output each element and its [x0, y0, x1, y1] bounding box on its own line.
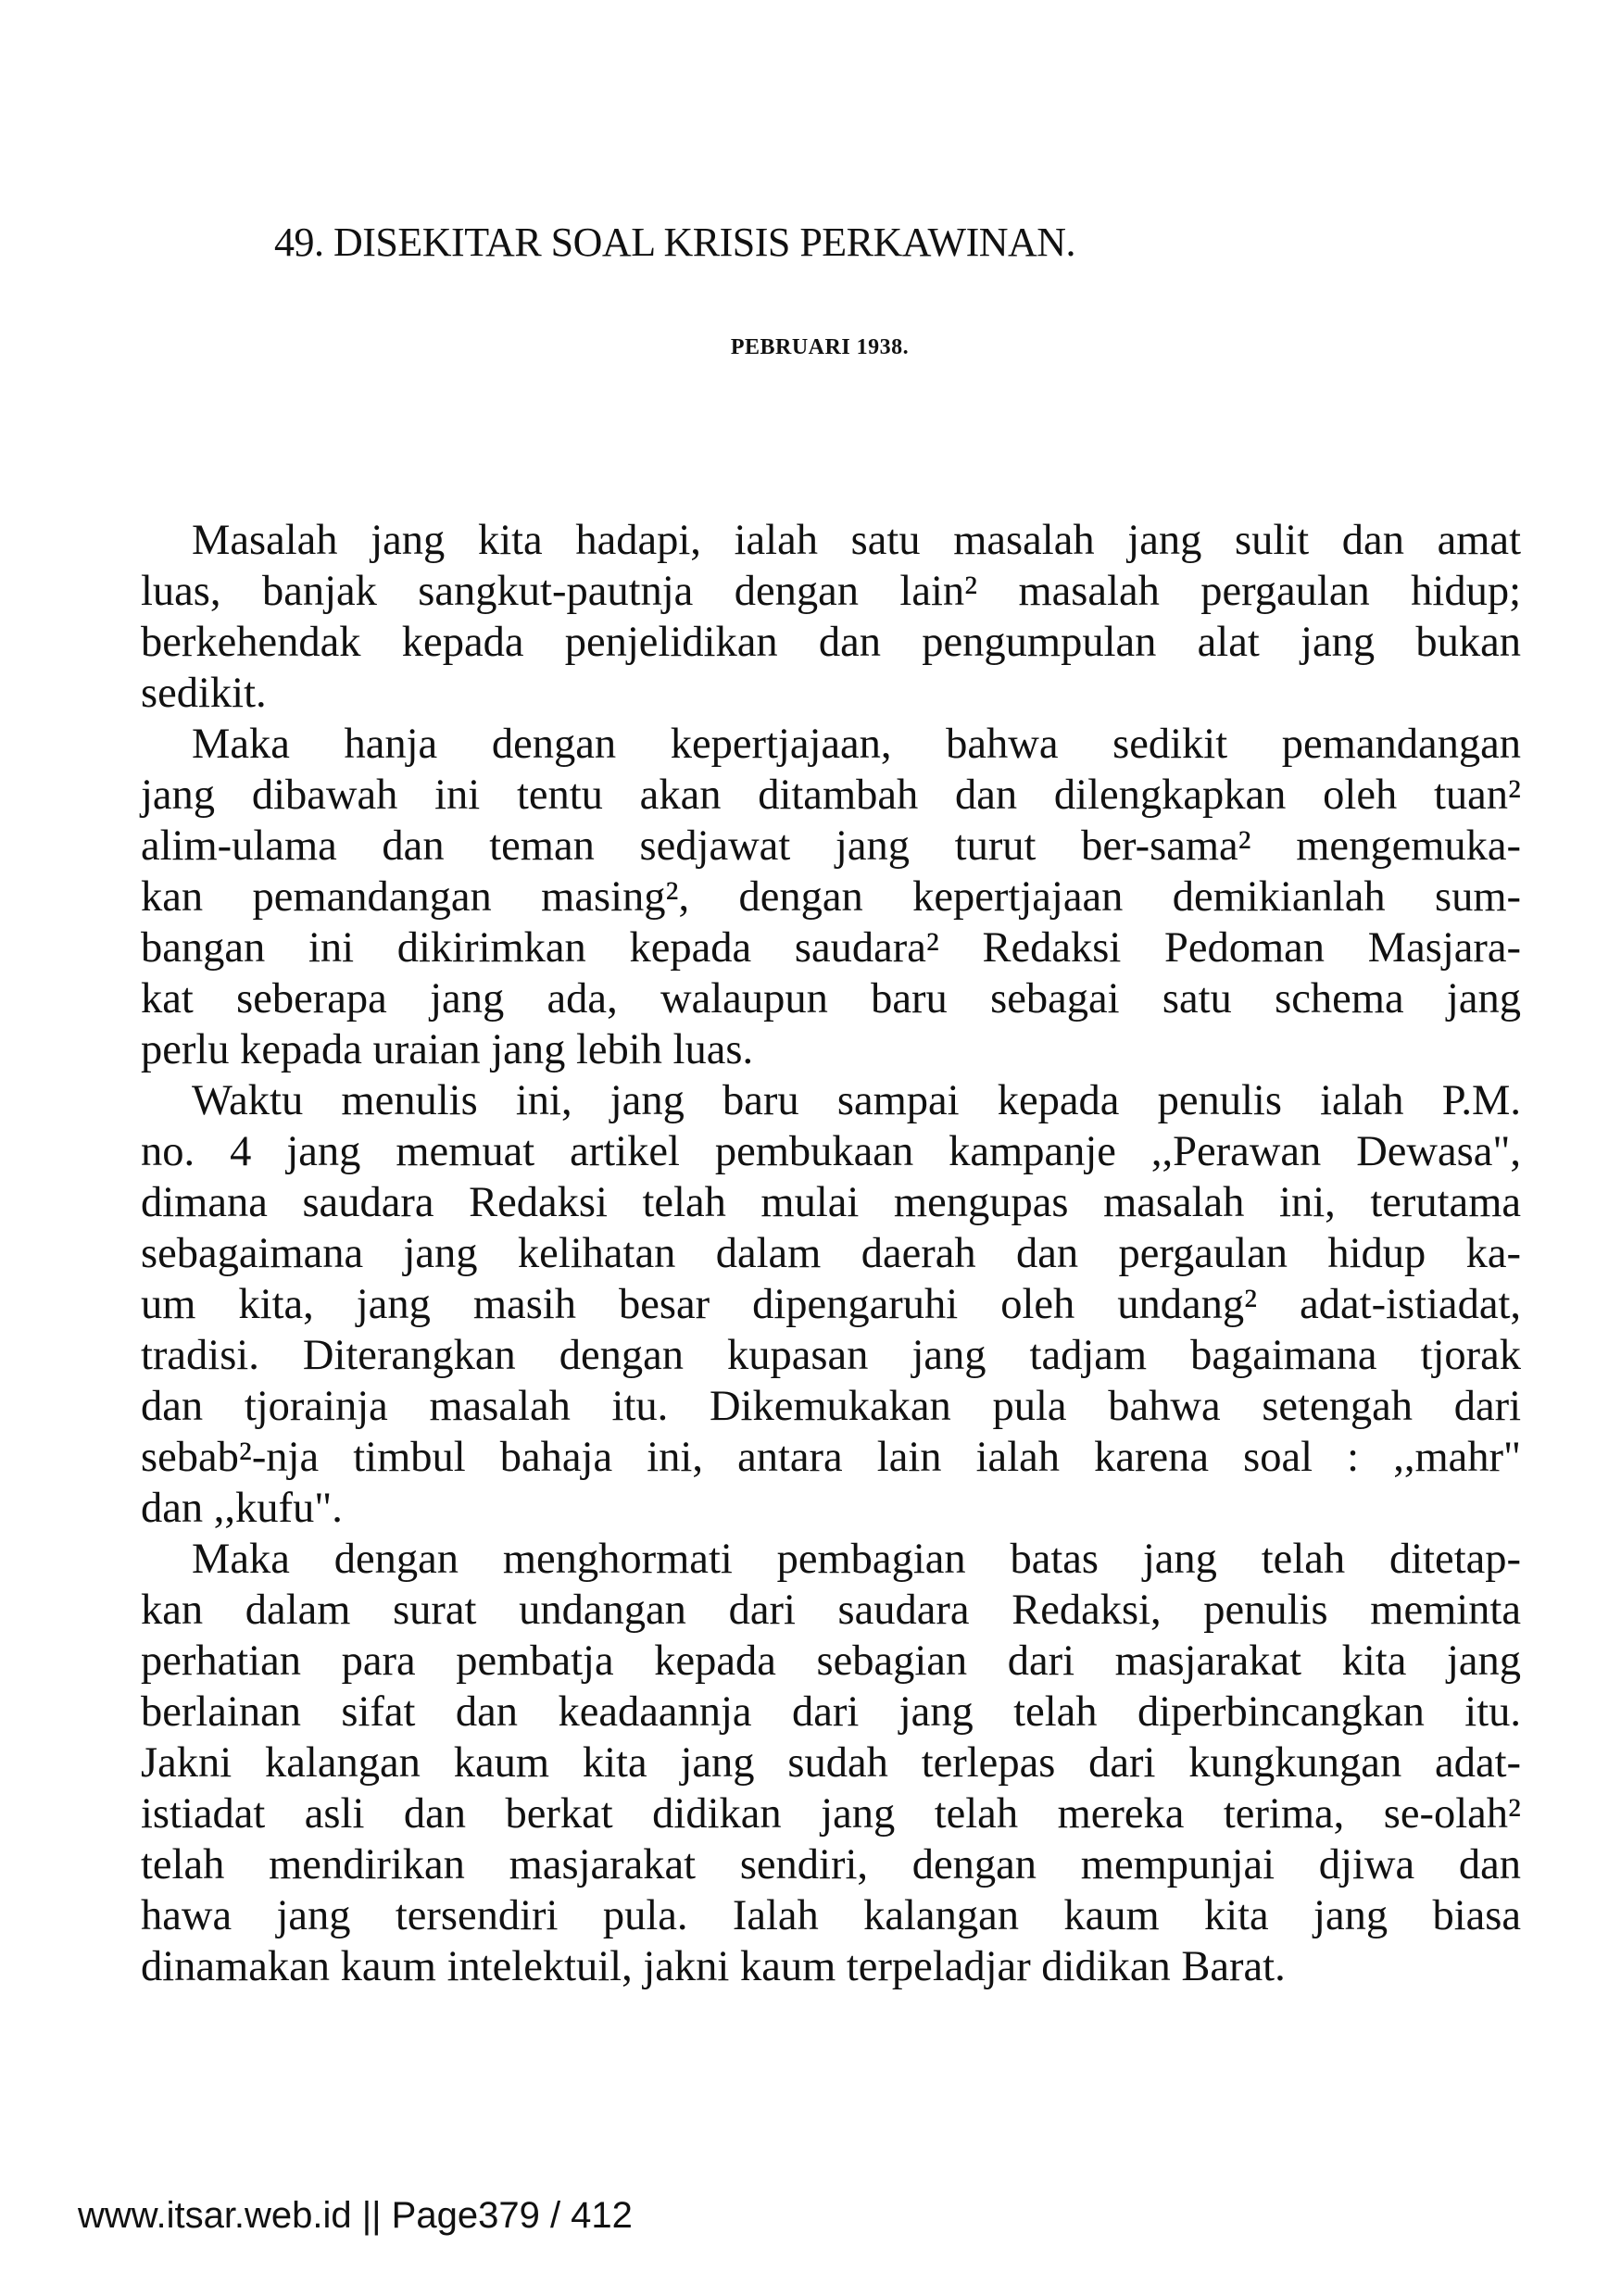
text-line: Maka hanja dengan kepertjajaan, bahwa sedikit pemandangan	[192, 721, 1521, 768]
text-line: Masalah jang kita hadapi, ialah satu masalah jang sulit dan amat	[192, 517, 1521, 564]
paragraph-4	[141, 1534, 1521, 1992]
text-line: dinamakan kaum intelektuil, jakni kaum terpeladjar didikan Barat.	[141, 1943, 1286, 1990]
text-line: sebagaimana jang kelihatan dalam daerah dan pergaulan hidup ka-	[141, 1230, 1521, 1277]
paragraph-3	[141, 1075, 1521, 1534]
text-line: kat seberapa jang ada, walaupun baru sebagai satu schema jang	[141, 975, 1521, 1023]
text-line: hawa jang tersendiri pula. Ialah kalangan kaum kita jang biasa	[141, 1892, 1521, 1939]
chapter-date: PEBRUARI 1938.	[730, 335, 910, 359]
text-line: Jakni kalangan kaum kita jang sudah terlepas dari kungkungan adat-	[141, 1739, 1521, 1787]
text-line: sedikit.	[141, 670, 267, 717]
text-line: dimana saudara Redaksi telah mulai mengupas masalah ini, terutama	[141, 1179, 1521, 1226]
text-line: berlainan sifat dan keadaannja dari jang telah diperbincangkan itu.	[141, 1688, 1521, 1736]
text-line: kan pemandangan masing², dengan kepertjajaan demikianlah sum-	[141, 873, 1521, 921]
text-line: um kita, jang masih besar dipengaruhi oleh undang² adat-istiadat,	[141, 1281, 1521, 1328]
text-line: no. 4 jang memuat artikel pembukaan kampanje ,,Perawan Dewasa",	[141, 1128, 1521, 1175]
text-line: perhatian para pembatja kepada sebagian dari masjarakat kita jang	[141, 1637, 1521, 1685]
text-line: sebab²-nja timbul bahaja ini, antara lain ialah karena soal : ,,mahr"	[141, 1434, 1521, 1481]
text-line: dan tjorainja masalah itu. Dikemukakan pula bahwa setengah dari	[141, 1383, 1521, 1430]
text-line: tradisi. Diterangkan dengan kupasan jang tadjam bagaimana tjorak	[141, 1332, 1521, 1379]
text-line: alim-ulama dan teman sedjawat jang turut ber-sama² mengemuka-	[141, 822, 1521, 870]
paragraph-2	[141, 719, 1521, 1075]
chapter-title: 49. DISEKITAR SOAL KRISIS PERKAWINAN.	[274, 220, 1076, 265]
text-line: jang dibawah ini tentu akan ditambah dan dilengkapkan oleh tuan²	[141, 772, 1521, 819]
text-line: Maka dengan menghormati pembagian batas jang telah ditetap-	[192, 1536, 1521, 1583]
paragraph-1	[141, 515, 1521, 719]
page-footer: www.itsar.web.id || Page379 / 412	[78, 2195, 633, 2236]
text-line: kan dalam surat undangan dari saudara Redaksi, penulis meminta	[141, 1587, 1521, 1634]
text-line: bangan ini dikirimkan kepada saudara² Redaksi Pedoman Masjara-	[141, 924, 1521, 972]
text-line: luas, banjak sangkut-pautnja dengan lain² masalah pergaulan hidup;	[141, 568, 1521, 615]
text-line: berkehendak kepada penjelidikan dan pengumpulan alat jang bukan	[141, 619, 1521, 666]
text-line: telah mendirikan masjarakat sendiri, dengan mempunjai djiwa dan	[141, 1841, 1521, 1888]
text-line: istiadat asli dan berkat didikan jang telah mereka terima, se-olah²	[141, 1790, 1521, 1838]
article-body	[141, 515, 1521, 1992]
text-line: Waktu menulis ini, jang baru sampai kepada penulis ialah P.M.	[192, 1077, 1521, 1124]
text-line: dan ,,kufu".	[141, 1485, 343, 1532]
text-line: perlu kepada uraian jang lebih luas.	[141, 1026, 754, 1073]
